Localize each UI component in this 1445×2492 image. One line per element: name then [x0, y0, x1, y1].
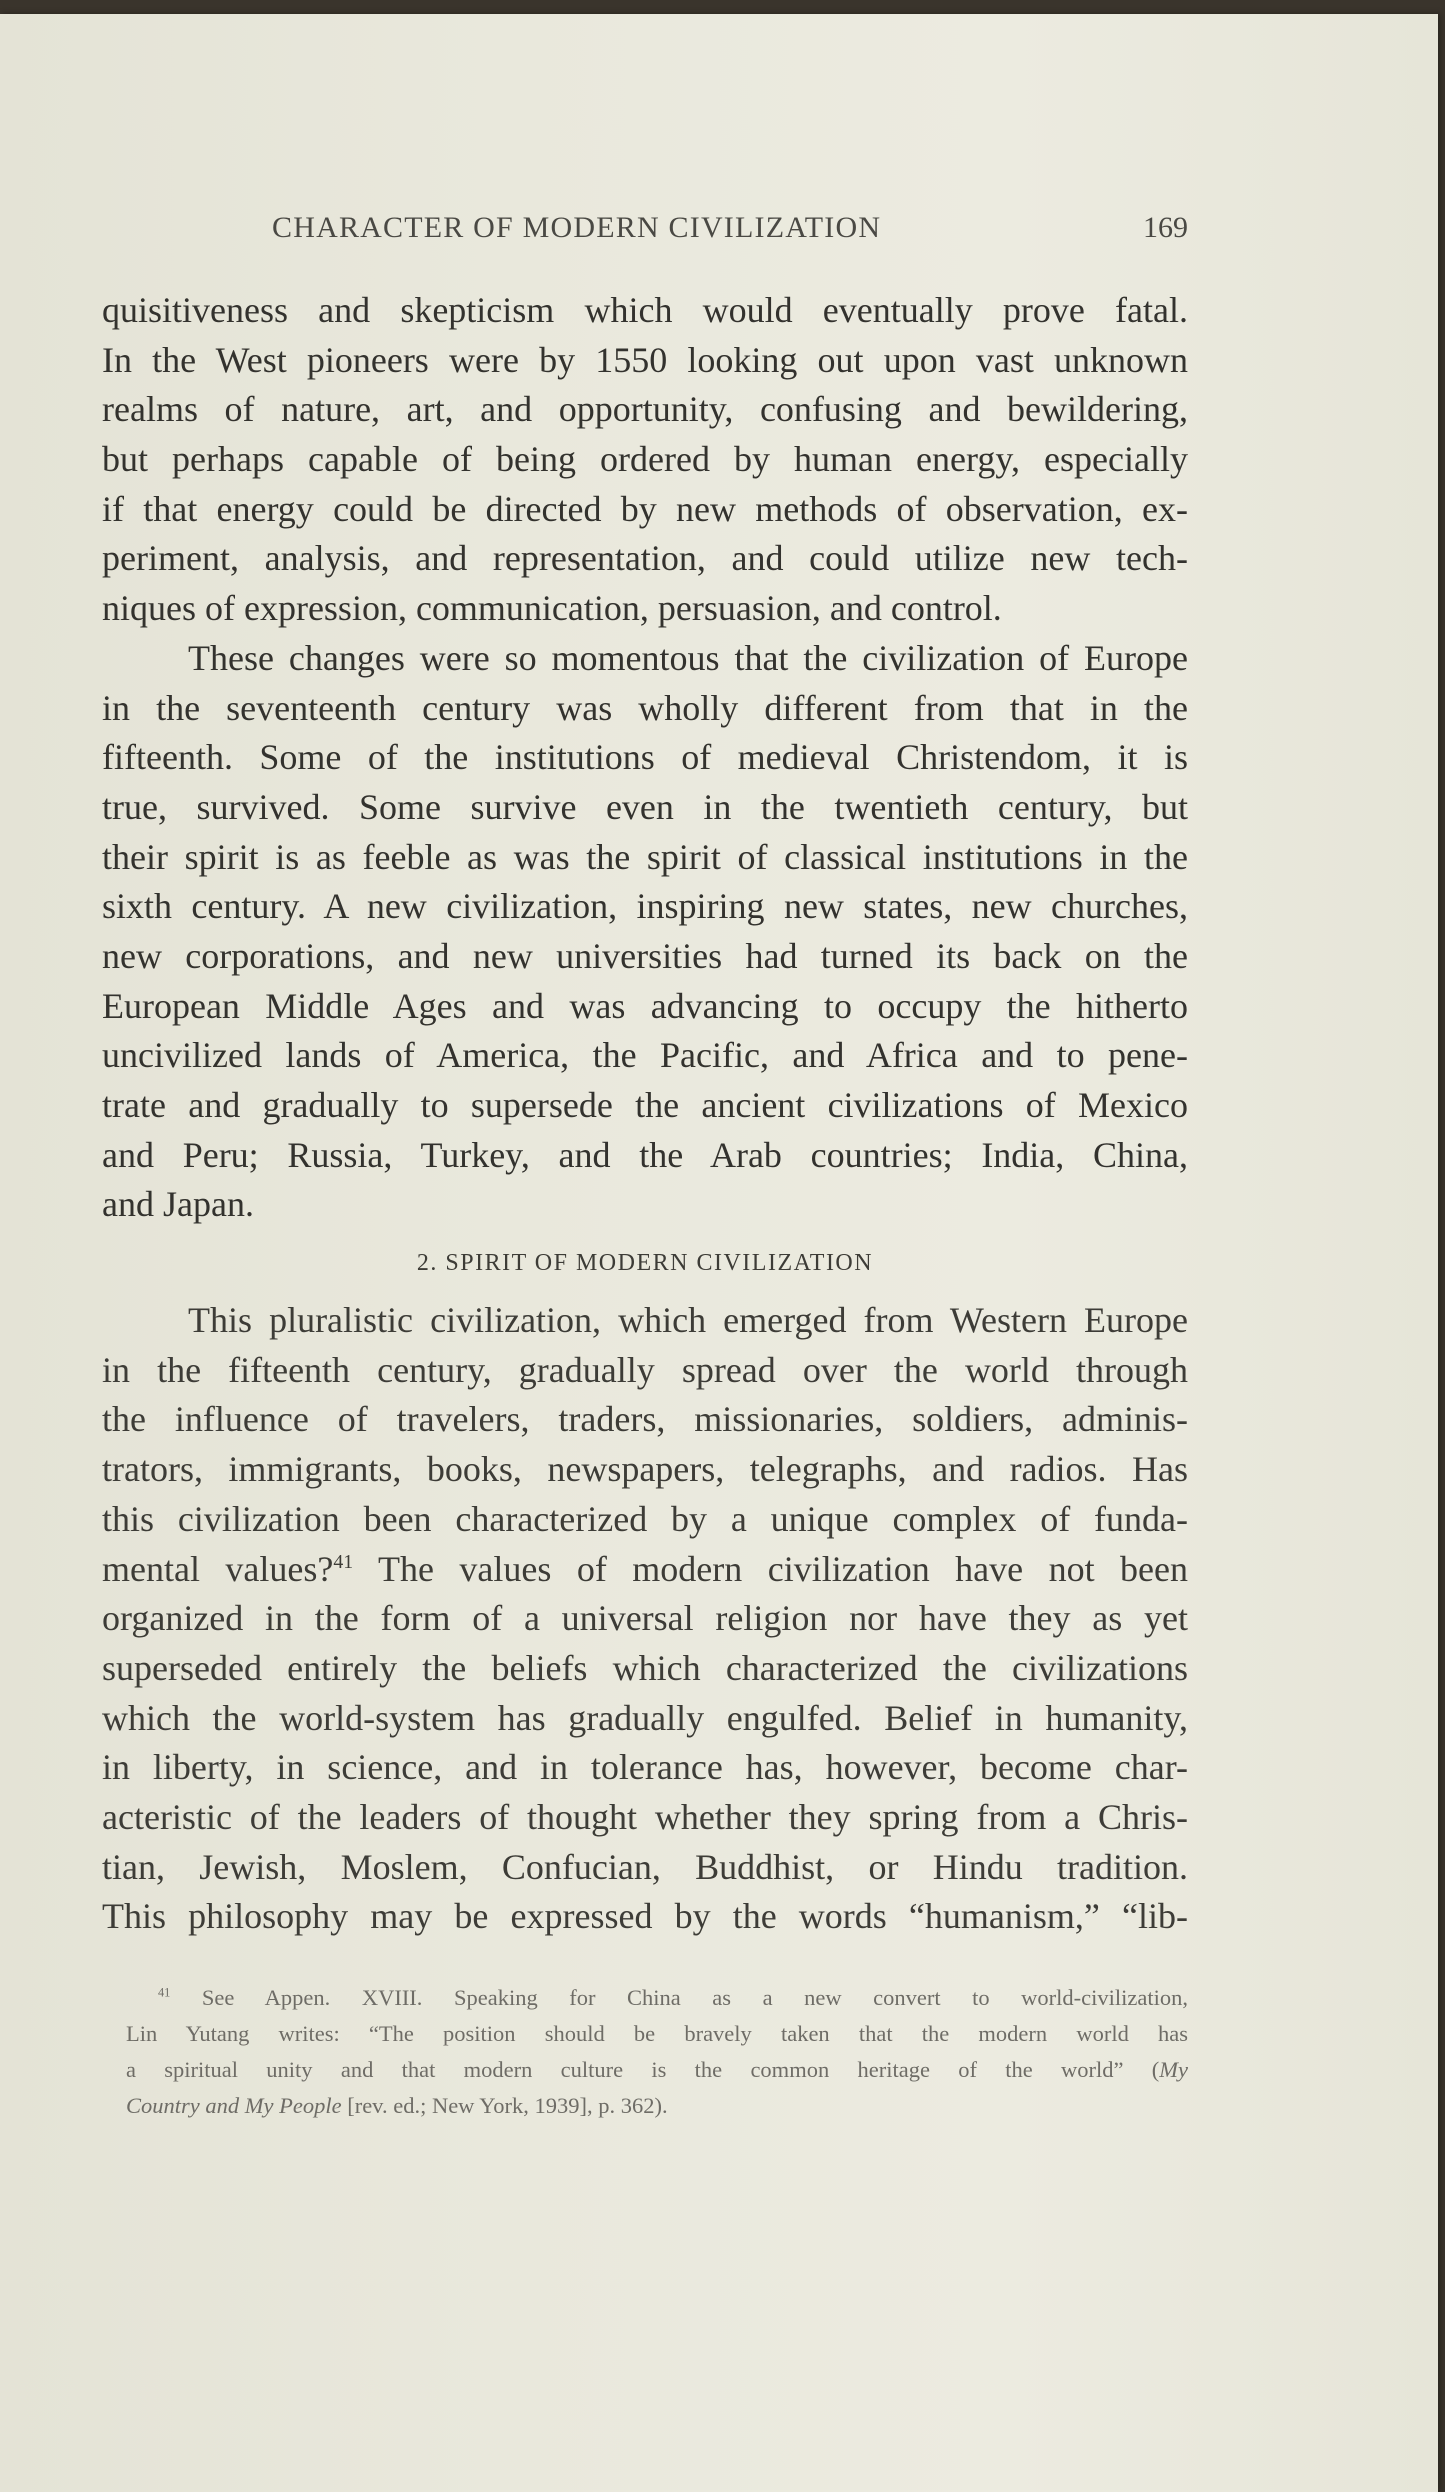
page-number: 169 [1143, 211, 1188, 244]
text-line: which the world-system has gradually engulfed. Belief in humanity, [102, 1697, 1188, 1738]
text-line: realms of nature, art, and opportunity, confusing and bewildering, [102, 389, 1188, 430]
footnote [126, 1980, 1188, 2124]
page-header [272, 211, 1188, 255]
text-line: their spirit is as feeble as was the spirit of classical institutions in the [102, 836, 1188, 877]
text-fragment: The values of modern civilization have not been [353, 1548, 1189, 1589]
running-head: CHARACTER OF MODERN CIVILIZATION [272, 211, 882, 244]
footnote-number: 41 [158, 1985, 171, 2000]
text-line: the influence of travelers, traders, missionaries, soldiers, adminis- [102, 1399, 1188, 1440]
text-fragment: mental values? [102, 1548, 334, 1589]
text-line: in liberty, in science, and in tolerance has, however, become char- [102, 1747, 1188, 1788]
text-line: quisitiveness and skepticism which would eventually prove fatal. [102, 290, 1188, 330]
footnote-text: [rev. ed.; New York, 1939], p. 362). [341, 2093, 668, 2118]
text-line: European Middle Ages and was advancing to occupy the hitherto [102, 985, 1188, 1026]
text-line: uncivilized lands of America, the Pacific, and Africa and to pene- [102, 1035, 1188, 1076]
text-line: new corporations, and new universities had turned its back on the [102, 935, 1188, 976]
body-text [102, 286, 1188, 1942]
footnote-reference: 41 [333, 1550, 354, 1573]
footnote-text: See Appen. XVIII. Speaking for China as a new convert to world-civilization, [170, 1985, 1188, 2010]
footnote-line [126, 2088, 1188, 2124]
footnote-line: Lin Yutang writes: “The position should be bravely taken that the modern world has [126, 2021, 1188, 2046]
text-line: tian, Jewish, Moslem, Confucian, Buddhist, or Hindu tradition. [102, 1846, 1188, 1887]
text-line: This philosophy may be expressed by the words “humanism,” “lib- [102, 1896, 1188, 1937]
section-heading: 2. SPIRIT OF MODERN CIVILIZATION [416, 1250, 874, 1277]
footnote-text: a spiritual unity and that modern culture is the common heritage of the world” ( [126, 2057, 1160, 2082]
text-line: and Peru; Russia, Turkey, and the Arab countries; India, China, [102, 1134, 1188, 1175]
text-line: superseded entirely the beliefs which characterized the civilizations [102, 1647, 1188, 1688]
text-line: in the fifteenth century, gradually spread over the world through [102, 1349, 1188, 1390]
paragraph-start: This pluralistic civilization, which emerged from Western Europe [188, 1300, 1188, 1341]
text-line: In the West pioneers were by 1550 looking out upon vast unknown [102, 339, 1188, 380]
text-line-with-footnote [102, 1545, 1188, 1595]
text-line: periment, analysis, and representation, and could utilize new tech- [102, 538, 1188, 579]
book-page [0, 14, 1438, 2492]
footnote-line [126, 2052, 1188, 2088]
footnote-line [126, 1980, 1188, 2016]
paragraph-start: These changes were so momentous that the civilization of Europe [188, 637, 1188, 678]
text-line: niques of expression, communication, persuasion, and control. [102, 588, 1002, 629]
text-line: and Japan. [102, 1184, 254, 1225]
text-line: trators, immigrants, books, newspapers, telegraphs, and radios. Has [102, 1449, 1188, 1490]
text-line: trate and gradually to supersede the ancient civilizations of Mexico [102, 1085, 1188, 1125]
book-title-fragment: Country and My People [126, 2093, 342, 2118]
text-line: if that energy could be directed by new methods of observation, ex- [102, 488, 1188, 529]
text-line: acteristic of the leaders of thought whether they spring from a Chris- [102, 1796, 1188, 1837]
text-line: this civilization been characterized by a unique complex of funda- [102, 1498, 1188, 1539]
text-line: fifteenth. Some of the institutions of medieval Christendom, it is [102, 737, 1188, 778]
text-line: true, survived. Some survive even in the twentieth century, but [102, 786, 1188, 827]
text-line: in the seventeenth century was wholly different from that in the [102, 687, 1188, 728]
text-line: organized in the form of a universal religion nor have they as yet [102, 1598, 1188, 1639]
book-title-fragment: My [1159, 2057, 1188, 2082]
text-line: sixth century. A new civilization, inspiring new states, new churches, [102, 886, 1188, 927]
text-line: but perhaps capable of being ordered by human energy, especially [102, 439, 1188, 480]
